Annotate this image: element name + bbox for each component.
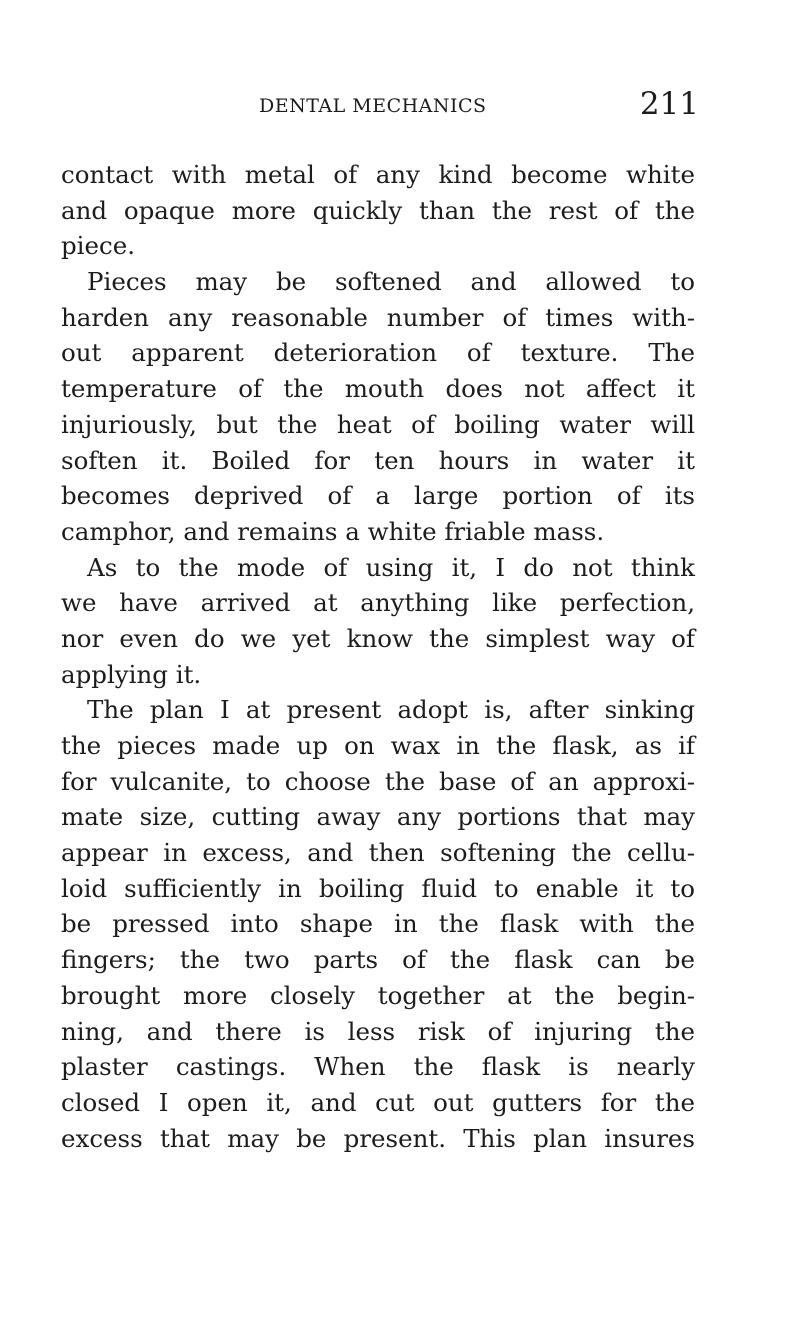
text-line: soften it. Boiled for ten hours in water it (61, 445, 695, 475)
text-line: becomes deprived of a large portion of its (61, 481, 695, 511)
text-line: piece. (61, 231, 136, 261)
text-line: temperature of the mouth does not affect it (61, 374, 695, 404)
text-line: appear in excess, and then softening the cellu- (61, 838, 695, 868)
body-text (61, 157, 701, 1156)
text-line: Pieces may be softened and allowed to (87, 267, 695, 297)
text-line: applying it. (61, 659, 202, 689)
text-line: As to the mode of using it, I do not think (87, 552, 695, 582)
text-line: camphor, and remains a white friable mass. (61, 516, 605, 546)
text-line: nor even do we yet know the simplest way of (61, 623, 695, 653)
running-title: DENTAL MECHANICS (259, 95, 487, 117)
text-line: the pieces made up on wax in the flask, as if (61, 731, 695, 760)
text-line: brought more closely together at the begin- (61, 980, 695, 1010)
text-line: closed I open it, and cut out gutters for the (61, 1087, 695, 1117)
text-line: contact with metal of any kind become white (61, 160, 695, 189)
text-line: mate size, cutting away any portions that may (61, 802, 695, 832)
text-line: harden any reasonable number of times with- (61, 302, 695, 332)
text-line: excess that may be present. This plan insures (61, 1123, 695, 1153)
text-line: ning, and there is less risk of injuring the (61, 1016, 695, 1046)
running-head (61, 86, 701, 130)
book-page (61, 86, 701, 1156)
text-line: we have arrived at anything like perfection, (61, 588, 695, 618)
text-line: fingers; the two parts of the flask can be (61, 945, 695, 975)
text-line: The plan I at present adopt is, after sinking (87, 695, 695, 725)
text-line: out apparent deterioration of texture. The (61, 338, 695, 368)
text-line: be pressed into shape in the flask with the (61, 909, 695, 939)
page-number: 211 (639, 86, 699, 122)
text-line: plaster castings. When the flask is nearly (61, 1052, 695, 1082)
text-line: loid sufficiently in boiling fluid to enable it to (61, 873, 695, 903)
text-line: for vulcanite, to choose the base of an approxi- (61, 766, 695, 796)
text-line: and opaque more quickly than the rest of the (61, 195, 695, 225)
text-line: injuriously, but the heat of boiling water will (61, 409, 695, 439)
